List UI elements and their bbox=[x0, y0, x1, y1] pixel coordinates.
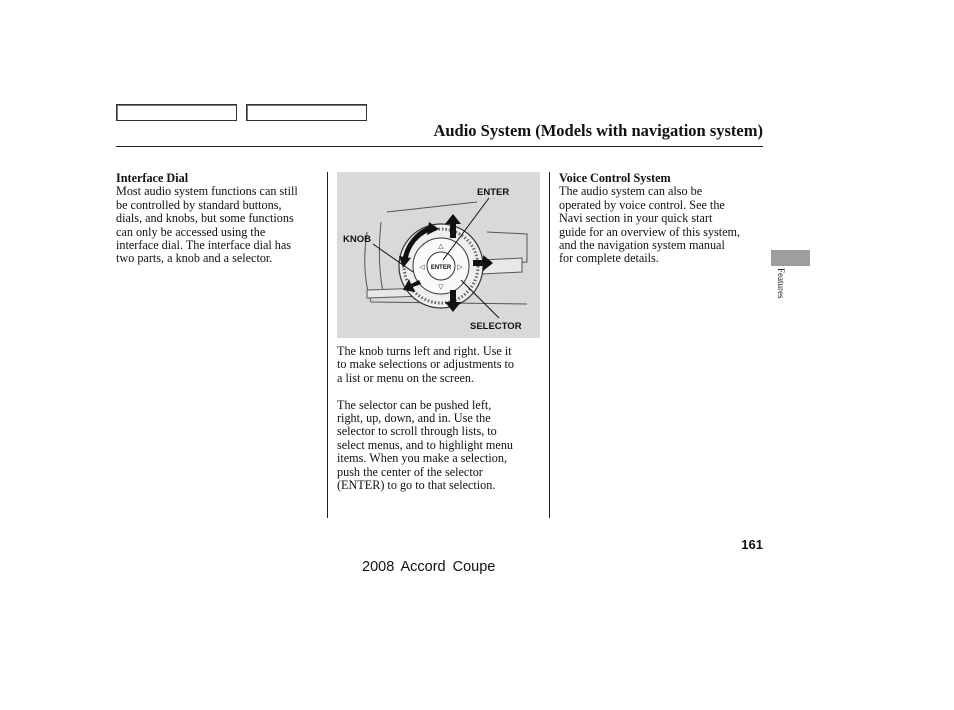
enter-center-label: ENTER bbox=[430, 265, 452, 271]
interface-dial-heading: Interface Dial bbox=[116, 171, 189, 185]
column-divider-2 bbox=[549, 172, 550, 518]
nav-box-right[interactable] bbox=[246, 104, 367, 121]
voice-control-text: The audio system can also be operated by voice control. See the Navi section in your quick start guide for an overview of this system, and the navigation system manual for complete details. bbox=[559, 184, 741, 266]
interface-dial-illustration bbox=[337, 172, 540, 338]
page-title: Audio System (Models with navigation system) bbox=[433, 121, 763, 140]
voice-control-section bbox=[559, 172, 764, 266]
page-number: 161 bbox=[741, 537, 763, 552]
footer-model: 2008 Accord Coupe bbox=[362, 559, 496, 575]
enter-callout-label: ENTER bbox=[477, 187, 510, 198]
nav-box-left[interactable] bbox=[116, 104, 237, 121]
dial-diagram bbox=[337, 172, 540, 338]
voice-control-heading: Voice Control System bbox=[559, 171, 671, 185]
knob-selector-section bbox=[337, 345, 542, 492]
knob-description: The knob turns left and right. Use it to make selections or adjustments to a list or menu on the screen. bbox=[337, 344, 515, 385]
selector-callout-label: SELECTOR bbox=[470, 321, 522, 332]
dash-vent-top bbox=[387, 202, 477, 212]
selector-mark-left: ◁ bbox=[419, 263, 425, 271]
interface-dial-text: Most audio system functions can still be controlled by standard buttons, dials, and knobs, but some functions can only be accessed using the interface dial. The interface dial has two parts, a knob and a selector. bbox=[116, 184, 298, 266]
section-label-text: Features bbox=[776, 268, 786, 299]
section-tab-marker bbox=[771, 250, 810, 266]
selector-description: The selector can be pushed left, right, up, down, and in. Use the selector to scroll through lists, to select menus, and to highlight menu items. When you make a selection, push the center of the selector (ENTER) to go to that selection. bbox=[337, 397, 514, 493]
selector-mark-top: △ bbox=[438, 242, 444, 250]
dash-panel-inner bbox=[379, 222, 383, 292]
section-side-label bbox=[776, 268, 786, 318]
header-rule bbox=[116, 146, 763, 147]
selector-mark-bottom: ▽ bbox=[438, 283, 444, 291]
interface-dial-section bbox=[116, 172, 324, 266]
selector-mark-right: ▷ bbox=[457, 263, 463, 271]
knob-callout-label: KNOB bbox=[343, 234, 371, 245]
column-divider-1 bbox=[327, 172, 328, 518]
